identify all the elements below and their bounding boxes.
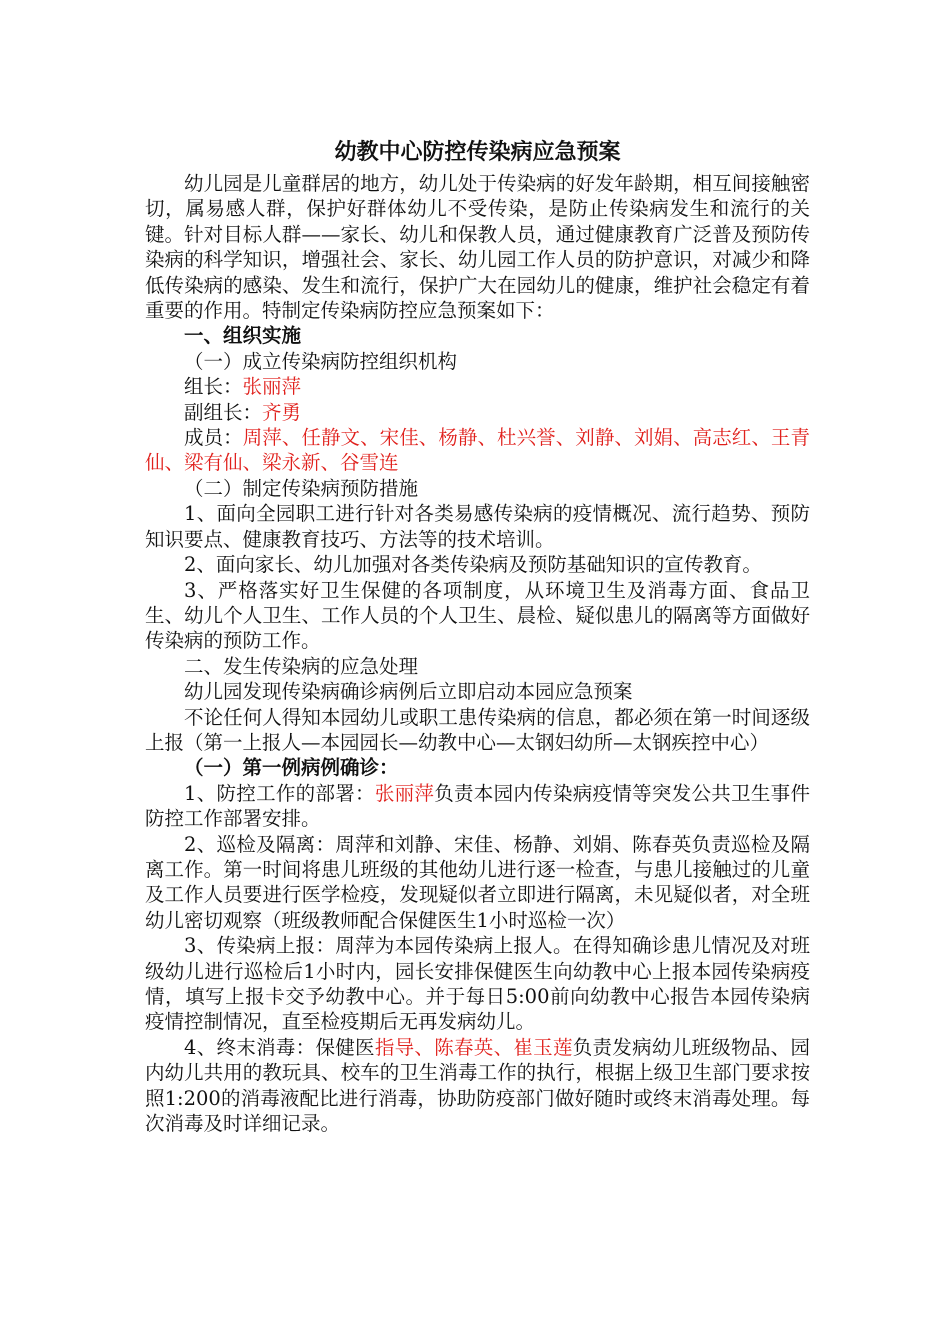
- leader-name: 张丽萍: [242, 375, 302, 399]
- section-heading-response: 二、发生传染病的应急处理: [184, 654, 419, 678]
- intro-paragraph: 幼儿园是儿童群居的地方，幼儿处于传染病的好发年龄期，相互间接触密切，属易感人群，保护好群体幼儿不受传染，是防止传染病发生和流行的关键。针对目标人群——家长、幼儿和保教人员，通过健康教育广泛普及预防传染病的科学知识，增强社会、家长、幼儿园工作人员的防护意识，对减少和降低传染病的感染、发生和流行，保护广大在园幼儿的健康，维护社会稳定有着重要的作用。特制定传染病防控应急预案如下：: [145, 172, 810, 323]
- response-item: [145, 781, 810, 832]
- measure-item: 1、面向全园职工进行针对各类易感传染病的疫情概况、流行趋势、预防知识要点、健康教育技巧、方法等的技术培训。: [145, 502, 810, 551]
- members-label: 成员：: [184, 426, 243, 450]
- response-item: [145, 1035, 810, 1137]
- response-start-paragraph: 幼儿园发现传染病确诊病例后立即启动本园应急预案: [184, 680, 633, 704]
- section-heading-organization: 一、组织实施: [184, 324, 302, 348]
- item1-name: 张丽萍: [374, 781, 435, 805]
- members-line: [145, 425, 810, 476]
- leader-line: [145, 374, 810, 399]
- measure-item: 2、面向家长、幼儿加强对各类传染病及预防基础知识的宣传教育。: [184, 553, 762, 577]
- deputy-line: [145, 400, 810, 425]
- document-body: [145, 136, 810, 1136]
- page-title: 幼教中心防控传染病应急预案: [334, 139, 621, 165]
- measure-item: 3、严格落实好卫生保健的各项制度，从环境卫生及消毒方面、食品卫生、幼儿个人卫生、工作人员的个人卫生、晨检、疑似患儿的隔离等方面做好传染病的预防工作。: [145, 578, 810, 653]
- deputy-label: 副组长：: [184, 400, 263, 424]
- item4-suffix: 负责发病幼儿班级物品、园内幼儿共用的教玩具、校车的卫生消毒工作的执行，根据上级卫生部门要求按照1:200的消毒液配比进行消毒，协助防疫部门做好随时或终末消毒处理。每次消毒及时详细记录。: [145, 1035, 810, 1136]
- item1-prefix: 1、防控工作的部署：: [184, 781, 375, 805]
- reporting-paragraph: 不论任何人得知本园幼儿或职工患传染病的信息，都必须在第一时间逐级上报（第一上报人—本园园长—幼教中心—太钢妇幼所—太钢疾控中心）: [145, 705, 810, 754]
- item1-suffix: 负责本园内传染病疫情等突发公共卫生事件防控工作部署安排。: [145, 781, 810, 831]
- subheading-organization: （一）成立传染病防控组织机构: [184, 349, 458, 373]
- item4-names: 指导、陈春英、崔玉莲: [374, 1035, 573, 1059]
- subheading-first-case: （一）第一例病例确诊：: [184, 756, 399, 780]
- response-item: 3、传染病上报：周萍为本园传染病上报人。在得知确诊患儿情况及对班级幼儿进行巡检后1小时内，园长安排保健医生向幼教中心上报本园传染病疫情，填写上报卡交予幼教中心。并于每日5:00前向幼教中心报告本园传染病疫情控制情况，直至检疫期后无再发病幼儿。: [145, 934, 810, 1034]
- leader-label: 组长：: [184, 375, 243, 399]
- deputy-name: 齐勇: [262, 400, 302, 424]
- item4-prefix: 4、终末消毒：保健医: [184, 1035, 375, 1059]
- members-names: 周萍、任静文、宋佳、杨静、杜兴誉、刘静、刘娟、高志红、王青仙、梁有仙、梁永新、谷雪连: [145, 426, 810, 475]
- response-item: 2、巡检及隔离：周萍和刘静、宋佳、杨静、刘娟、陈春英负责巡检及隔离工作。第一时间将患儿班级的其他幼儿进行逐一检查，与患儿接触过的儿童及工作人员要进行医学检疫，发现疑似者立即进行隔离，未见疑似者，对全班幼儿密切观察（班级教师配合保健医生1小时巡检一次）: [145, 832, 810, 932]
- subheading-prevention: （二）制定传染病预防措施: [184, 476, 419, 500]
